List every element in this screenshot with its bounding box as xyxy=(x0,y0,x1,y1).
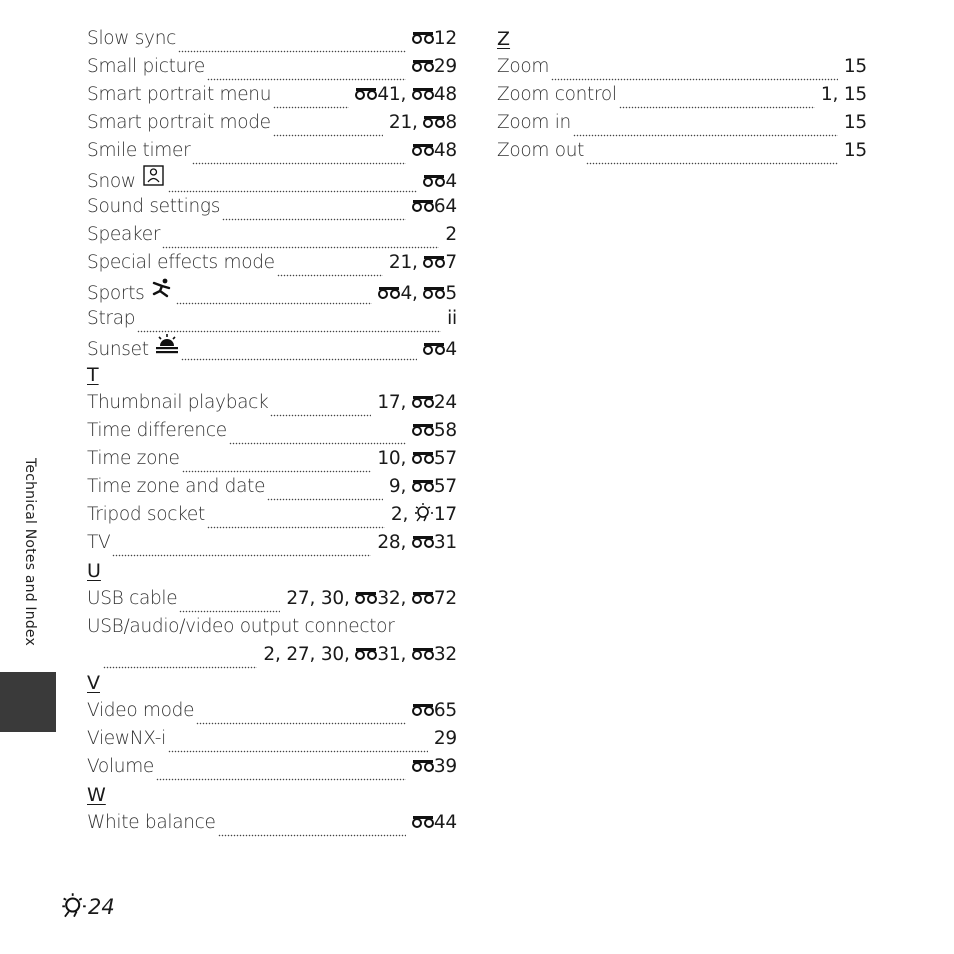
page-ref: 27, 30, xyxy=(286,588,356,609)
index-entry xyxy=(87,417,457,445)
page-references xyxy=(355,81,457,111)
index-entry xyxy=(87,725,457,753)
dot-leader xyxy=(162,241,439,249)
index-entry xyxy=(87,809,457,837)
page-ref: 57 xyxy=(433,448,457,469)
page-references xyxy=(378,280,457,310)
index-term: TV xyxy=(87,532,111,553)
index-entry xyxy=(87,389,457,417)
dot-leader xyxy=(586,157,838,165)
index-entry xyxy=(87,333,457,361)
index-entry xyxy=(87,249,457,277)
dot-leader xyxy=(229,437,406,445)
reference-section-icon xyxy=(412,699,434,727)
index-letter-heading: U xyxy=(87,560,101,582)
page-references xyxy=(389,473,457,503)
reference-section-icon xyxy=(355,587,377,615)
index-term: Tripod socket xyxy=(87,504,205,525)
index-entry xyxy=(87,81,457,109)
dot-leader xyxy=(137,325,441,333)
index-term: Snow xyxy=(87,171,136,192)
reference-section-icon xyxy=(423,251,445,279)
dot-leader xyxy=(273,129,383,137)
page-references xyxy=(412,53,457,83)
reference-section-icon xyxy=(423,111,445,139)
dot-leader xyxy=(222,213,406,221)
index-term: Volume xyxy=(87,756,155,777)
page-references xyxy=(445,221,457,249)
page-references xyxy=(286,585,457,615)
index-term: Strap xyxy=(87,308,136,329)
page-ref: 9, xyxy=(388,476,412,497)
dot-leader xyxy=(182,465,372,473)
page-ref: 28, xyxy=(377,532,412,553)
index-term: Time zone and date xyxy=(87,476,266,497)
page-ref: 4, xyxy=(400,283,424,304)
dot-leader xyxy=(207,73,406,81)
page-ref: 44 xyxy=(433,812,457,833)
index-entry xyxy=(87,585,457,613)
index-term: White balance xyxy=(87,812,216,833)
reference-section-icon xyxy=(412,27,434,55)
index-entry xyxy=(87,445,457,473)
page-ref: 2 xyxy=(445,224,457,245)
page-ref: 21, xyxy=(388,112,424,133)
reference-section-icon xyxy=(412,643,434,671)
index-entry xyxy=(87,137,457,165)
page-references xyxy=(377,389,457,419)
page-references xyxy=(391,501,457,531)
index-entry xyxy=(497,109,867,137)
page-ref: 17 xyxy=(433,504,457,525)
page-ref: 5 xyxy=(445,283,457,304)
index-entry xyxy=(87,221,457,249)
index-term: Zoom out xyxy=(497,140,585,161)
sunset-scene-icon xyxy=(155,333,179,364)
page-ref: 32 xyxy=(433,644,457,665)
reference-section-icon xyxy=(423,282,445,310)
page-ref: 65 xyxy=(433,700,457,721)
page-ref: 24 xyxy=(433,392,457,413)
index-entry xyxy=(87,753,457,781)
index-entry xyxy=(87,53,457,81)
index-term: Smart portrait menu xyxy=(87,84,272,105)
index-term: Smile timer xyxy=(87,140,191,161)
page-ref: 48 xyxy=(433,140,457,161)
reference-section-icon xyxy=(412,83,434,111)
index-entry xyxy=(87,193,457,221)
reference-section-icon xyxy=(378,282,400,310)
reference-section-icon xyxy=(355,83,377,111)
index-entry xyxy=(87,529,457,557)
reference-section-icon xyxy=(423,338,445,366)
page-references xyxy=(423,336,457,366)
page-ref: 72 xyxy=(433,588,457,609)
dot-leader xyxy=(168,185,418,193)
index-term: Sound settings xyxy=(87,196,221,217)
reference-section-icon xyxy=(412,755,434,783)
page-references xyxy=(412,697,457,727)
page-number: 24 xyxy=(88,895,115,919)
index-term: Time difference xyxy=(87,420,227,441)
index-entry xyxy=(497,137,867,165)
page-references xyxy=(377,529,457,559)
reference-section-icon xyxy=(412,447,434,475)
dot-leader xyxy=(267,493,383,501)
index-entry xyxy=(87,277,457,305)
index-entry-continuation xyxy=(87,641,457,669)
index-entry xyxy=(87,473,457,501)
dot-leader xyxy=(176,297,372,305)
page-ref: 41, xyxy=(377,84,412,105)
dot-leader xyxy=(619,101,815,109)
index-term: USB cable xyxy=(87,588,178,609)
index-letter-heading: W xyxy=(87,784,106,806)
page-ref: 7 xyxy=(445,252,457,273)
index-letter-heading: Z xyxy=(497,28,511,50)
page-ref: 2, xyxy=(390,504,414,525)
page-references xyxy=(412,193,457,223)
page-ref: 8 xyxy=(445,112,457,133)
index-term: Zoom control xyxy=(497,84,617,105)
page-ref: 2, 27, 30, xyxy=(263,644,356,665)
dot-leader xyxy=(573,129,838,137)
page-ref: 15 xyxy=(843,140,867,161)
page-references xyxy=(389,249,457,279)
sports-scene-icon xyxy=(150,277,174,308)
index-term: Zoom in xyxy=(497,112,571,133)
technical-notes-icon xyxy=(414,502,434,531)
dot-leader xyxy=(181,353,418,361)
index-entry xyxy=(87,501,457,529)
page-ref: 10, xyxy=(377,448,412,469)
page-ref: 31 xyxy=(433,532,457,553)
dot-leader xyxy=(192,157,405,165)
reference-section-icon xyxy=(412,475,434,503)
page-ref: 1, 15 xyxy=(820,84,867,105)
index-entry xyxy=(87,165,457,193)
index-entry xyxy=(87,613,457,641)
page-ref: 12 xyxy=(433,28,457,49)
dot-leader xyxy=(551,73,838,81)
page-ref: 17, xyxy=(377,392,412,413)
dot-leader xyxy=(156,773,406,781)
index-term: Sports xyxy=(87,283,145,304)
reference-section-icon xyxy=(355,643,377,671)
index-term: Slow sync xyxy=(87,28,176,49)
index-term: USB/audio/video output connector xyxy=(87,616,395,637)
page-references xyxy=(844,137,867,165)
page-ref: 4 xyxy=(445,171,457,192)
index-term: ViewNX-i xyxy=(87,728,166,749)
index-term: Time zone xyxy=(87,448,180,469)
index-term: Zoom xyxy=(497,56,550,77)
index-term: Sunset xyxy=(87,339,149,360)
section-side-label: Technical Notes and Index xyxy=(22,458,38,646)
dot-leader xyxy=(103,661,257,669)
snow-scene-icon xyxy=(142,165,166,196)
dot-leader xyxy=(218,829,406,837)
page-references xyxy=(412,25,457,55)
page-ref: ii xyxy=(447,308,457,329)
index-entry xyxy=(497,53,867,81)
page-references xyxy=(412,753,457,783)
index-entry xyxy=(497,81,867,109)
index-letter-heading: V xyxy=(87,672,100,694)
page-footer xyxy=(61,893,115,921)
page-ref: 31, xyxy=(377,644,412,665)
index-entry xyxy=(87,25,457,53)
reference-section-icon xyxy=(412,531,434,559)
index-term: Special effects mode xyxy=(87,252,275,273)
index-entry xyxy=(87,109,457,137)
page-references xyxy=(377,445,457,475)
index-term: Thumbnail playback xyxy=(87,392,269,413)
page-ref: 29 xyxy=(433,728,457,749)
index-term: Smart portrait mode xyxy=(87,112,271,133)
reference-section-icon xyxy=(412,587,434,615)
page-references xyxy=(821,81,867,109)
dot-leader xyxy=(179,605,280,613)
dot-leader xyxy=(277,269,383,277)
index-term: Small picture xyxy=(87,56,205,77)
page-ref: 29 xyxy=(433,56,457,77)
page-references xyxy=(412,809,457,839)
dot-leader xyxy=(196,717,406,725)
page-ref: 4 xyxy=(445,339,457,360)
page-ref: 48 xyxy=(433,84,457,105)
dot-leader xyxy=(207,521,385,529)
index-term: Speaker xyxy=(87,224,161,245)
dot-leader xyxy=(178,45,406,53)
reference-section-icon xyxy=(412,419,434,447)
page-ref: 57 xyxy=(433,476,457,497)
reference-section-icon xyxy=(412,391,434,419)
index-term: Video mode xyxy=(87,700,195,721)
page-ref: 21, xyxy=(388,252,424,273)
page-references xyxy=(412,417,457,447)
page-references xyxy=(412,137,457,167)
index-column-left xyxy=(87,25,457,837)
reference-section-icon xyxy=(412,55,434,83)
page-references xyxy=(389,109,457,139)
dot-leader xyxy=(273,101,349,109)
technical-notes-icon xyxy=(61,892,87,923)
page-ref: 15 xyxy=(843,112,867,133)
index-column-right xyxy=(497,25,867,165)
dot-leader xyxy=(112,549,371,557)
page-ref: 32, xyxy=(377,588,412,609)
reference-section-icon xyxy=(412,811,434,839)
section-tab-marker xyxy=(0,672,56,732)
page-references xyxy=(844,109,867,137)
reference-section-icon xyxy=(412,139,434,167)
page-references xyxy=(434,725,457,753)
dot-leader xyxy=(168,745,428,753)
reference-section-icon xyxy=(412,195,434,223)
page-ref: 15 xyxy=(843,56,867,77)
page-references xyxy=(844,53,867,81)
page-ref: 64 xyxy=(433,196,457,217)
page-ref: 39 xyxy=(433,756,457,777)
index-entry xyxy=(87,697,457,725)
dot-leader xyxy=(270,409,371,417)
page-ref: 58 xyxy=(433,420,457,441)
index-letter-heading: T xyxy=(87,364,99,386)
page-references xyxy=(447,305,457,333)
page-references xyxy=(263,641,457,671)
